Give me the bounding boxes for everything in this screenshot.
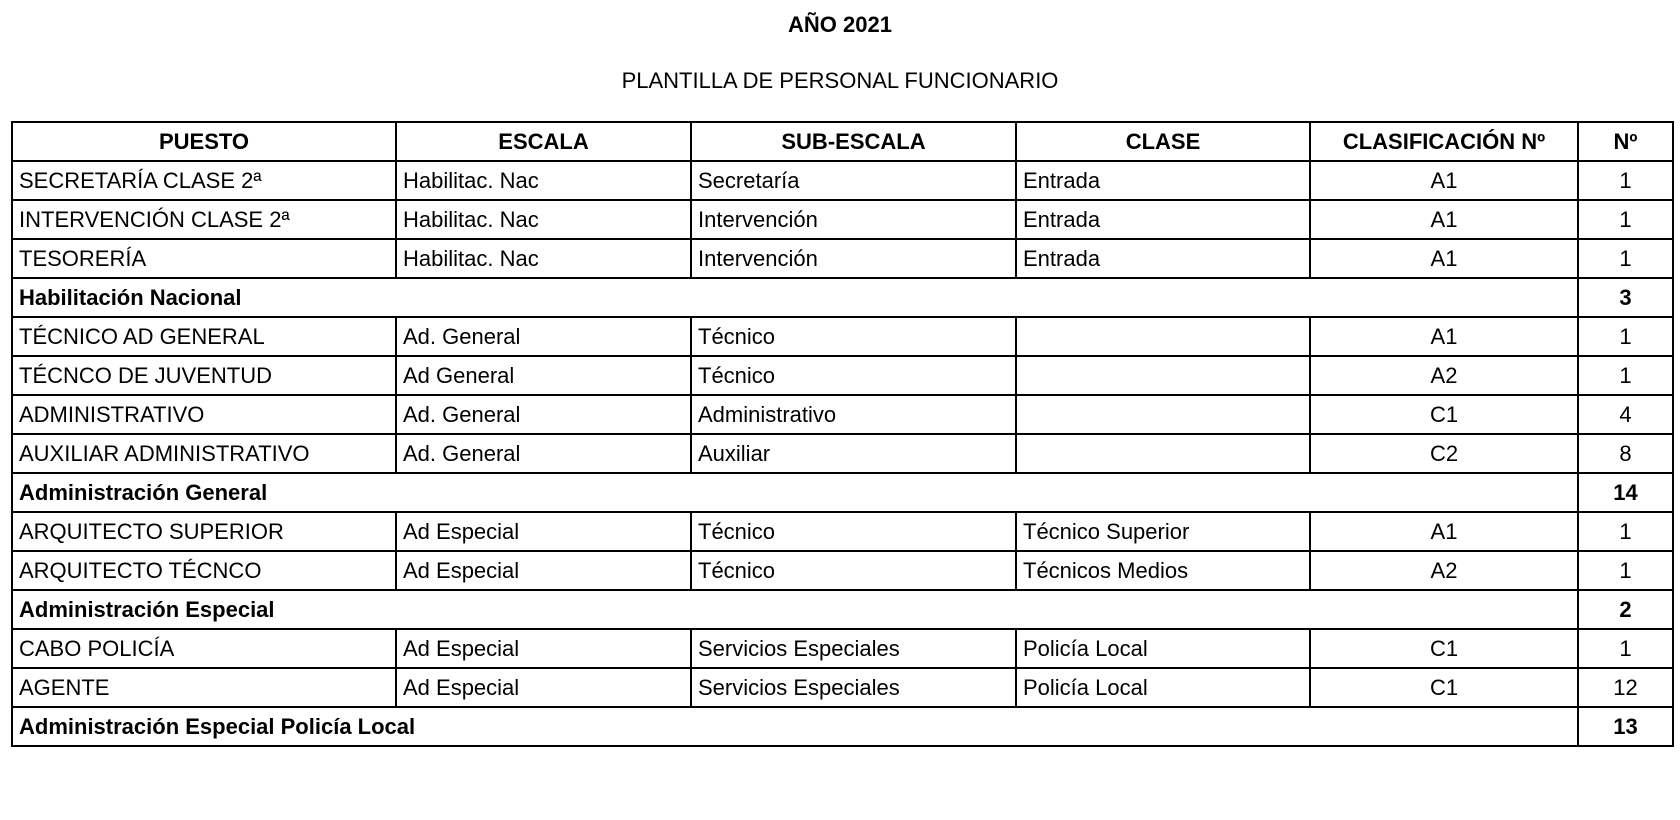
cell-puesto: ADMINISTRATIVO	[12, 395, 396, 434]
cell-puesto: AGENTE	[12, 668, 396, 707]
cell-clasificacion: A1	[1310, 239, 1578, 278]
table-row	[12, 434, 1673, 473]
column-header-clasificacion: CLASIFICACIÓN Nº	[1310, 122, 1578, 161]
table-row	[12, 512, 1673, 551]
column-header-subescala: SUB-ESCALA	[691, 122, 1016, 161]
cell-clasificacion: A1	[1310, 161, 1578, 200]
cell-clasificacion: C1	[1310, 395, 1578, 434]
cell-num: 1	[1578, 200, 1673, 239]
cell-escala: Ad General	[396, 356, 691, 395]
subtotal-value: 2	[1578, 590, 1673, 629]
subtotal-label: Administración General	[12, 473, 1578, 512]
cell-clasificacion: A1	[1310, 317, 1578, 356]
cell-num: 1	[1578, 356, 1673, 395]
subtotal-row	[12, 707, 1673, 746]
subtotal-value: 14	[1578, 473, 1673, 512]
cell-escala: Ad. General	[396, 434, 691, 473]
cell-clase	[1016, 356, 1310, 395]
subtotal-row	[12, 473, 1673, 512]
cell-clasificacion: A2	[1310, 551, 1578, 590]
table-row	[12, 395, 1673, 434]
cell-puesto: ARQUITECTO SUPERIOR	[12, 512, 396, 551]
cell-escala: Habilitac. Nac	[396, 161, 691, 200]
table-row	[12, 200, 1673, 239]
table-row	[12, 317, 1673, 356]
cell-clasificacion: C1	[1310, 668, 1578, 707]
cell-clasificacion: C2	[1310, 434, 1578, 473]
cell-num: 1	[1578, 239, 1673, 278]
table-body	[12, 161, 1673, 746]
cell-clase: Entrada	[1016, 200, 1310, 239]
table-row	[12, 668, 1673, 707]
cell-subescala: Auxiliar	[691, 434, 1016, 473]
cell-escala: Ad Especial	[396, 551, 691, 590]
cell-num: 8	[1578, 434, 1673, 473]
table-row	[12, 239, 1673, 278]
column-header-numero: Nº	[1578, 122, 1673, 161]
cell-clase	[1016, 395, 1310, 434]
cell-puesto: TÉCNICO AD GENERAL	[12, 317, 396, 356]
staff-table	[11, 121, 1674, 747]
cell-num: 1	[1578, 317, 1673, 356]
subtotal-value: 13	[1578, 707, 1673, 746]
cell-puesto: AUXILIAR ADMINISTRATIVO	[12, 434, 396, 473]
cell-clase: Entrada	[1016, 161, 1310, 200]
cell-puesto: SECRETARÍA CLASE 2ª	[12, 161, 396, 200]
cell-subescala: Intervención	[691, 200, 1016, 239]
cell-escala: Ad. General	[396, 395, 691, 434]
cell-puesto: CABO POLICÍA	[12, 629, 396, 668]
subtotal-row	[12, 278, 1673, 317]
cell-escala: Habilitac. Nac	[396, 200, 691, 239]
cell-subescala: Técnico	[691, 317, 1016, 356]
cell-subescala: Secretaría	[691, 161, 1016, 200]
cell-escala: Ad Especial	[396, 668, 691, 707]
subtotal-label: Habilitación Nacional	[12, 278, 1578, 317]
cell-subescala: Administrativo	[691, 395, 1016, 434]
cell-escala: Ad Especial	[396, 629, 691, 668]
cell-clase: Técnico Superior	[1016, 512, 1310, 551]
column-header-escala: ESCALA	[396, 122, 691, 161]
page-title: AÑO 2021	[788, 12, 892, 37]
cell-subescala: Intervención	[691, 239, 1016, 278]
cell-subescala: Técnico	[691, 512, 1016, 551]
table-row	[12, 356, 1673, 395]
cell-clase: Entrada	[1016, 239, 1310, 278]
cell-puesto: TÉCNCO DE JUVENTUD	[12, 356, 396, 395]
subtotal-value: 3	[1578, 278, 1673, 317]
cell-clasificacion: A2	[1310, 356, 1578, 395]
cell-num: 1	[1578, 161, 1673, 200]
page-subtitle: PLANTILLA DE PERSONAL FUNCIONARIO	[621, 68, 1059, 93]
cell-puesto: TESORERÍA	[12, 239, 396, 278]
cell-subescala: Técnico	[691, 551, 1016, 590]
cell-clasificacion: C1	[1310, 629, 1578, 668]
cell-clase: Policía Local	[1016, 668, 1310, 707]
cell-escala: Habilitac. Nac	[396, 239, 691, 278]
subtotal-label: Administración Especial	[12, 590, 1578, 629]
cell-num: 1	[1578, 512, 1673, 551]
cell-subescala: Servicios Especiales	[691, 668, 1016, 707]
cell-puesto: ARQUITECTO TÉCNCO	[12, 551, 396, 590]
cell-subescala: Servicios Especiales	[691, 629, 1016, 668]
cell-num: 1	[1578, 629, 1673, 668]
column-header-puesto: PUESTO	[12, 122, 396, 161]
cell-num: 1	[1578, 551, 1673, 590]
column-header-clase: CLASE	[1016, 122, 1310, 161]
cell-escala: Ad. General	[396, 317, 691, 356]
cell-clase	[1016, 434, 1310, 473]
cell-clasificacion: A1	[1310, 200, 1578, 239]
subtotal-row	[12, 590, 1673, 629]
cell-escala: Ad Especial	[396, 512, 691, 551]
cell-clase	[1016, 317, 1310, 356]
cell-num: 12	[1578, 668, 1673, 707]
table-row	[12, 551, 1673, 590]
cell-num: 4	[1578, 395, 1673, 434]
cell-clasificacion: A1	[1310, 512, 1578, 551]
table-header-row	[12, 122, 1673, 161]
table-row	[12, 161, 1673, 200]
cell-clase: Policía Local	[1016, 629, 1310, 668]
table-row	[12, 629, 1673, 668]
cell-subescala: Técnico	[691, 356, 1016, 395]
cell-puesto: INTERVENCIÓN CLASE 2ª	[12, 200, 396, 239]
cell-clase: Técnicos Medios	[1016, 551, 1310, 590]
subtotal-label: Administración Especial Policía Local	[12, 707, 1578, 746]
